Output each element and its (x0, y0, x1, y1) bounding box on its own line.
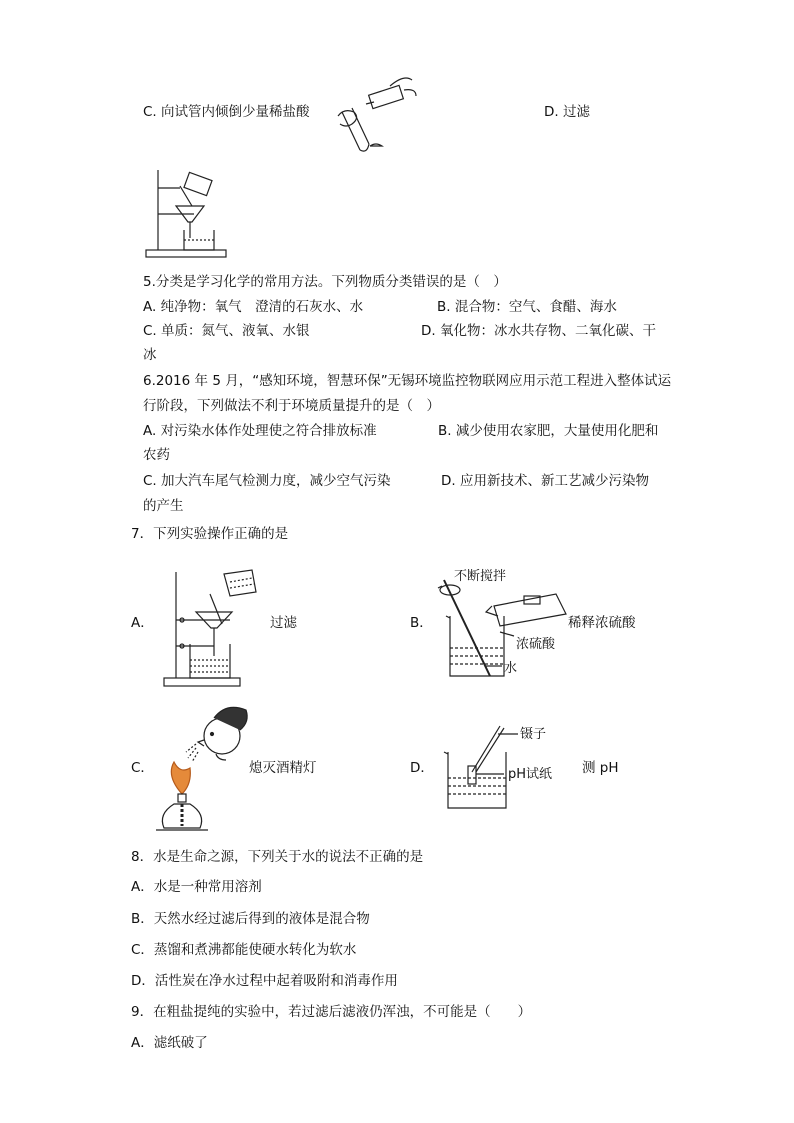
q7-a-label: 过滤 (270, 615, 297, 631)
q6-option-d: D. 应用新技术、新工艺减少污染物 (441, 473, 649, 489)
q9-stem: 9．在粗盐提纯的实验中，若过滤后滤液仍浑浊，不可能是（ ） (131, 1004, 532, 1020)
q6-option-c-cont: 的产生 (143, 498, 184, 514)
q7-a-letter: A． (131, 615, 154, 631)
q5-option-b: B. 混合物：空气、食醋、海水 (437, 299, 617, 315)
q7-d-tweezer-label: 镊子 (520, 727, 547, 742)
q7-d-ph-paper-label: pH试纸 (508, 767, 553, 782)
q5-option-a: A. 纯净物：氧气 澄清的石灰水、水 (143, 299, 364, 315)
filtration-figure-small (140, 166, 232, 262)
q7-d-label: 测 pH (582, 760, 619, 776)
q5-option-d-cont: 冰 (143, 347, 157, 363)
q8-option-b: B．天然水经过滤后得到的液体是混合物 (131, 911, 370, 927)
q7-a-filtration-figure (160, 566, 262, 690)
q5-option-d: D. 氧化物：冰水共存物、二氧化碳、干 (421, 323, 656, 339)
q7-c-label: 熄灭酒精灯 (249, 760, 317, 776)
q7-b-letter: B． (410, 615, 433, 631)
q5-stem: 5.分类是学习化学的常用方法。下列物质分类错误的是（ ） (143, 274, 507, 290)
q8-stem: 8．水是生命之源，下列关于水的说法不正确的是 (131, 849, 424, 865)
q7-b-water-label: 水 (504, 661, 518, 676)
q7-c-alcohol-lamp-figure (156, 696, 252, 836)
q6-stem-line1: 6.2016 年 5 月，“感知环境，智慧环保”无锡环境监控物联网应用示范工程进入整体试运 (143, 373, 672, 389)
pour-test-tube-figure (320, 72, 420, 154)
q7-d-ph-figure (438, 722, 598, 814)
q6-option-a: A. 对污染水体作处理使之符合排放标准 (143, 423, 377, 439)
q7-stem: 7．下列实验操作正确的是 (131, 526, 289, 542)
q7-d-letter: D． (410, 760, 434, 776)
q6-option-b-cont: 农药 (143, 447, 170, 463)
q8-option-c: C．蒸馏和煮沸都能使硬水转化为软水 (131, 942, 357, 958)
option-c-pour-acid: C. 向试管内倾倒少量稀盐酸 (143, 104, 310, 120)
q7-b-stir-label: 不断搅拌 (454, 569, 507, 584)
q8-option-a: A．水是一种常用溶剂 (131, 879, 262, 895)
q6-stem-line2: 行阶段，下列做法不利于环境质量提升的是（ ） (143, 398, 440, 414)
q9-option-a: A．滤纸破了 (131, 1035, 208, 1051)
q6-option-b: B. 减少使用农家肥，大量使用化肥和 (438, 423, 659, 439)
q5-option-c: C. 单质：氮气、液氧、水银 (143, 323, 310, 339)
q8-option-d: D．活性炭在净水过程中起着吸附和消毒作用 (131, 973, 398, 989)
q7-b-acid-label: 浓硫酸 (516, 637, 556, 652)
option-d-filter: D. 过滤 (544, 104, 590, 120)
q7-c-letter: C． (131, 760, 154, 776)
q7-b-label: 稀释浓硫酸 (568, 615, 636, 631)
q6-option-c: C. 加大汽车尾气检测力度，减少空气污染 (143, 473, 391, 489)
